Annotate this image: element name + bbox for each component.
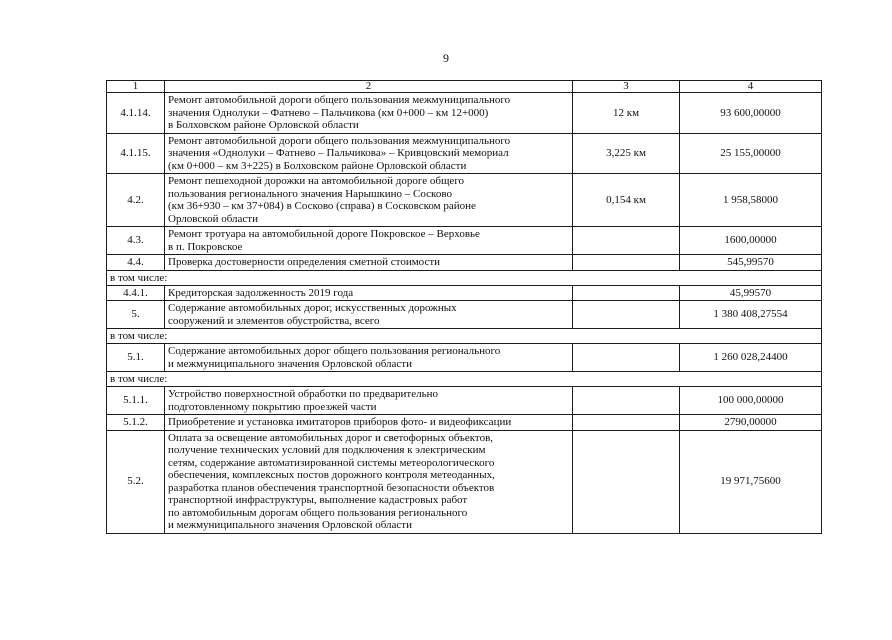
- table-row: [107, 93, 822, 134]
- table-row: [107, 133, 822, 174]
- item-amount-cell: 1 958,58000: [680, 174, 822, 227]
- item-quantity-cell: 0,154 км: [573, 174, 680, 227]
- item-quantity-cell: [573, 387, 680, 415]
- budget-table: [106, 80, 822, 534]
- table-row: [107, 301, 822, 329]
- item-number-cell: 5.1.: [107, 344, 165, 372]
- header-cell: 1: [107, 81, 165, 93]
- item-description-cell: Ремонт тротуара на автомобильной дороге Покровское – Верховье в п. Покровское: [165, 227, 573, 255]
- item-number-cell: 5.1.1.: [107, 387, 165, 415]
- header-cell: 2: [165, 81, 573, 93]
- item-amount-cell: 1600,00000: [680, 227, 822, 255]
- item-number-cell: 4.4.: [107, 255, 165, 271]
- subheading-cell: в том числе:: [107, 270, 822, 285]
- table-header-row: [107, 81, 822, 93]
- item-number-cell: 4.4.1.: [107, 285, 165, 301]
- item-quantity-cell: [573, 285, 680, 301]
- subheading-cell: в том числе:: [107, 329, 822, 344]
- item-quantity-cell: [573, 344, 680, 372]
- item-number-cell: 4.1.15.: [107, 133, 165, 174]
- item-quantity-cell: 3,225 км: [573, 133, 680, 174]
- item-quantity-cell: [573, 415, 680, 431]
- item-amount-cell: 19 971,75600: [680, 430, 822, 533]
- item-quantity-cell: [573, 301, 680, 329]
- table-row: [107, 174, 822, 227]
- item-quantity-cell: [573, 227, 680, 255]
- item-description-cell: Ремонт автомобильной дороги общего пользования межмуниципального значения Однолуки – Фатнево – Пальчикова (км 0+000 – км 12+000) в Болховском районе Орловской области: [165, 93, 573, 134]
- item-description-cell: Кредиторская задолженность 2019 года: [165, 285, 573, 301]
- item-amount-cell: 1 380 408,27554: [680, 301, 822, 329]
- table-row: [107, 255, 822, 271]
- item-amount-cell: 2790,00000: [680, 415, 822, 431]
- item-number-cell: 5.1.2.: [107, 415, 165, 431]
- table-subheading-row: [107, 329, 822, 344]
- item-description-cell: Приобретение и установка имитаторов приборов фото- и видеофиксации: [165, 415, 573, 431]
- item-amount-cell: 45,99570: [680, 285, 822, 301]
- item-amount-cell: 545,99570: [680, 255, 822, 271]
- table-row: [107, 430, 822, 533]
- item-amount-cell: 25 155,00000: [680, 133, 822, 174]
- item-amount-cell: 93 600,00000: [680, 93, 822, 134]
- item-description-cell: Содержание автомобильных дорог, искусственных дорожных сооружений и элементов обустройства, всего: [165, 301, 573, 329]
- table-subheading-row: [107, 372, 822, 387]
- item-quantity-cell: [573, 430, 680, 533]
- header-cell: 4: [680, 81, 822, 93]
- page-number: 9: [443, 51, 449, 65]
- item-number-cell: 5.: [107, 301, 165, 329]
- item-description-cell: Устройство поверхностной обработки по предварительно подготовленному покрытию проезжей части: [165, 387, 573, 415]
- item-number-cell: 5.2.: [107, 430, 165, 533]
- subheading-cell: в том числе:: [107, 372, 822, 387]
- item-description-cell: Содержание автомобильных дорог общего пользования регионального и межмуниципального значения Орловской области: [165, 344, 573, 372]
- table-subheading-row: [107, 270, 822, 285]
- table-row: [107, 387, 822, 415]
- item-description-cell: Ремонт автомобильной дороги общего пользования межмуниципального значения «Однолуки – Фатнево – Пальчикова» – Кривцовский мемориал (км 0+000 – км 3+225) в Болховском районе Орловской области: [165, 133, 573, 174]
- table-row: [107, 285, 822, 301]
- item-description-cell: Проверка достоверности определения сметной стоимости: [165, 255, 573, 271]
- table-row: [107, 344, 822, 372]
- item-number-cell: 4.1.14.: [107, 93, 165, 134]
- item-number-cell: 4.3.: [107, 227, 165, 255]
- item-description-cell: Ремонт пешеходной дорожки на автомобильной дороге общего пользования регионального значения Нарышкино – Сосково (км 36+930 – км 37+084) в Сосково (справа) в Сосковском районе Орловской области: [165, 174, 573, 227]
- item-amount-cell: 100 000,00000: [680, 387, 822, 415]
- item-description-cell: Оплата за освещение автомобильных дорог и светофорных объектов, получение технических условий для подключения к электрическим сетям, содержание автоматизированной системы метеорологического обеспечения, комплексных постов дорожного контроля метеоданных, разработка планов обеспечения транспортной безопасности объектов транспортной инфраструктуры, выполнение кадастровых работ по автомобильным дорогам общего пользования регионального и межмуниципального значения Орловской области: [165, 430, 573, 533]
- item-amount-cell: 1 260 028,24400: [680, 344, 822, 372]
- item-quantity-cell: [573, 255, 680, 271]
- table-body: [107, 81, 822, 534]
- item-quantity-cell: 12 км: [573, 93, 680, 134]
- table-row: [107, 227, 822, 255]
- item-number-cell: 4.2.: [107, 174, 165, 227]
- header-cell: 3: [573, 81, 680, 93]
- table-row: [107, 415, 822, 431]
